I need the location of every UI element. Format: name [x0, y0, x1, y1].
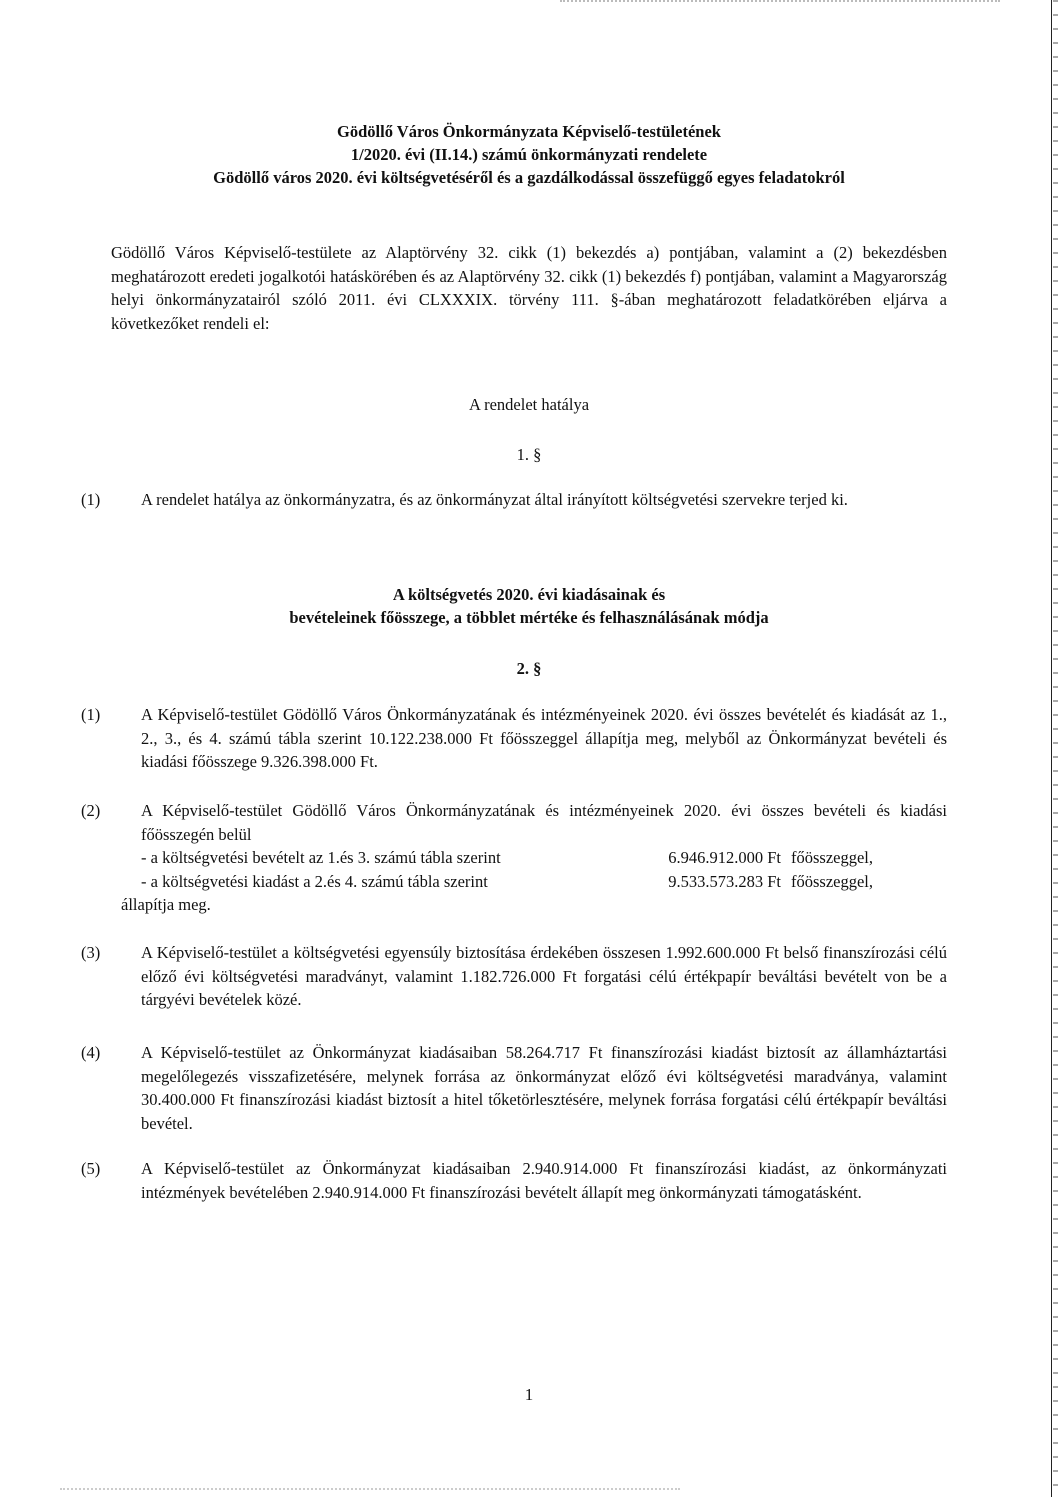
section-2-paragraph-1	[81, 703, 947, 774]
scan-artifact-bottom	[60, 1488, 680, 1493]
section-1-paragraph-1	[81, 488, 947, 512]
section-2-number: 2. §	[516, 659, 542, 678]
budget-line-amount: 9.533.573.283 Ft	[668, 871, 781, 891]
paragraph-closing: állapítja meg.	[121, 895, 211, 914]
preamble: Gödöllő Város Képviselő-testülete az Alaptörvény 32. cikk (1) bekezdés a) pontjában, valamint a (2) bekezdésben meghatározott eredeti jogalkotói hatáskörében és az Alaptörvény 32. cikk (1) bekezdés f) pontjában, valamint a Magyarország helyi önkormányzatairól szóló 2011. évi CLXXXIX. törvény 111. §-ában meghatározott feladatkörében eljárva a következőket rendeli el:	[111, 243, 947, 333]
document-title	[0, 120, 1058, 189]
budget-line-label: - a költségvetési kiadást a 2.és 4. számú tábla szerint	[141, 871, 488, 891]
scan-artifact-top	[560, 0, 1000, 6]
section-2-paragraph-2	[81, 799, 947, 917]
page-number: 1	[524, 1385, 534, 1404]
scan-artifact-edge-line	[1051, 0, 1052, 1497]
section-2-paragraph-3	[81, 941, 947, 1012]
section-2-heading-line-2: bevételeinek főösszege, a többlet mértéke és felhasználásának módja	[289, 608, 769, 627]
title-line-2: 1/2020. évi (II.14.) számú önkormányzati rendelete	[350, 145, 708, 164]
section-1-number: 1. §	[516, 445, 542, 464]
paragraph-number: (5)	[81, 1159, 101, 1178]
paragraph-text: A rendelet hatálya az önkormányzatra, és az önkormányzat által irányított költségvetési szervekre terjed ki.	[141, 490, 848, 509]
paragraph-number: (4)	[81, 1043, 101, 1062]
budget-line-tail: főösszeggel,	[791, 871, 874, 891]
paragraph-intro: A Képviselő-testület Gödöllő Város Önkormányzatának és intézményeinek 2020. évi összes bevételi és kiadási főösszegén belül	[141, 801, 947, 844]
paragraph-number: (3)	[81, 943, 101, 962]
paragraph-text: A Képviselő-testület az Önkormányzat kiadásaiban 58.264.717 Ft finanszírozási kiadást biztosít az államháztartási megelőlegezés visszafizetésére, melynek forrása az önkormányzat előző évi költségvetési maradványa, valamint 30.400.000 Ft finanszírozási kiadást biztosít a hitel tőketörlesztésére, melynek forrása forgatási célú értékpapír beváltási bevétel.	[141, 1043, 947, 1133]
title-line-3: Gödöllő város 2020. évi költségvetéséről és a gazdálkodással összefüggő egyes feladatokról	[213, 168, 845, 187]
paragraph-number: (2)	[81, 801, 101, 820]
section-2-paragraph-5	[81, 1157, 947, 1204]
paragraph-text: A Képviselő-testület az Önkormányzat kiadásaiban 2.940.914.000 Ft finanszírozási kiadást, az önkormányzati intézmények bevételében 2.940.914.000 Ft finanszírozási bevételt állapít meg önkormányzati támogatásként.	[141, 1159, 947, 1202]
title-line-1: Gödöllő Város Önkormányzata Képviselő-testületének	[337, 122, 721, 141]
budget-line-expenditure	[111, 870, 947, 894]
budget-line-label: - a költségvetési bevételt az 1.és 3. számú tábla szerint	[141, 848, 501, 867]
section-2-heading-line-1: A költségvetés 2020. évi kiadásainak és	[392, 585, 666, 604]
budget-line-revenue	[111, 846, 947, 870]
paragraph-number: (1)	[81, 705, 101, 724]
budget-line-tail: főösszeggel,	[791, 848, 874, 867]
budget-line-amount: 6.946.912.000 Ft	[668, 848, 781, 867]
section-2-paragraph-4	[81, 1041, 947, 1135]
paragraph-text: A Képviselő-testület a költségvetési egyensúly biztosítása érdekében összesen 1.992.600.000 Ft belső finanszírozási célú előző évi költségvetési maradványt, valamint 1.182.726.000 Ft forgatási célú értékpapír beváltási bevételt von be a tárgyévi bevételek közé.	[141, 943, 947, 1009]
scan-artifact-edge-dots	[1053, 0, 1058, 1497]
section-1-heading: A rendelet hatálya	[468, 395, 590, 414]
paragraph-number: (1)	[81, 490, 101, 509]
paragraph-text: A Képviselő-testület Gödöllő Város Önkormányzatának és intézményeinek 2020. évi összes bevételét és kiadását az 1., 2., 3., és 4. számú tábla szerint 10.122.238.000 Ft főösszeggel állapítja meg, melyből az Önkormányzat bevételi és kiadási főösszege 9.326.398.000 Ft.	[141, 705, 947, 771]
